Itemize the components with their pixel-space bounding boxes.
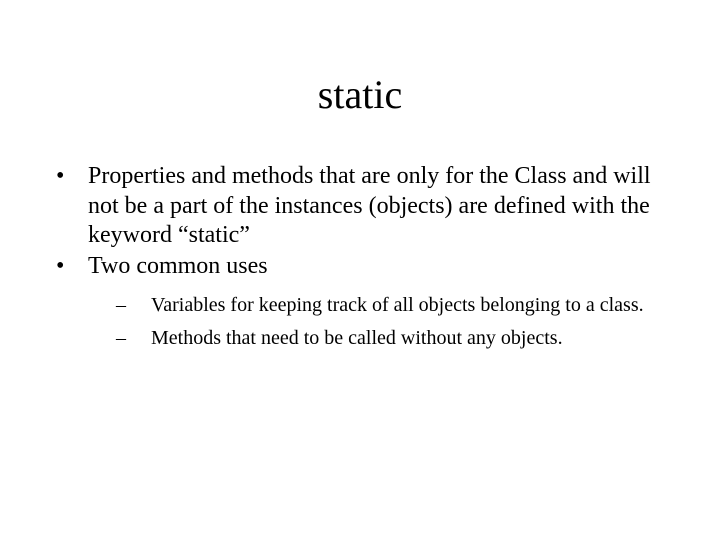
bullet-item — [56, 162, 666, 251]
sub-bullet-text: Variables for keeping track of all objects belonging to a class. — [151, 294, 644, 316]
bullet-text: Properties and methods that are only for the Class and will not be a part of the instances (objects) are defined with the keyword “static” — [88, 163, 651, 248]
sub-bullet-item — [116, 326, 676, 351]
slide-title: static — [317, 72, 403, 117]
dash-marker: – — [116, 294, 126, 316]
bullet-text: Two common uses — [88, 252, 268, 279]
sub-bullet-item — [116, 293, 676, 318]
bullet-item — [56, 252, 666, 352]
sub-bullet-list — [116, 293, 676, 351]
bullet-marker: • — [56, 163, 65, 189]
bullet-list — [56, 162, 666, 359]
sub-bullet-text: Methods that need to be called without any objects. — [151, 327, 563, 349]
bullet-marker: • — [56, 252, 65, 279]
dash-marker: – — [116, 327, 126, 349]
